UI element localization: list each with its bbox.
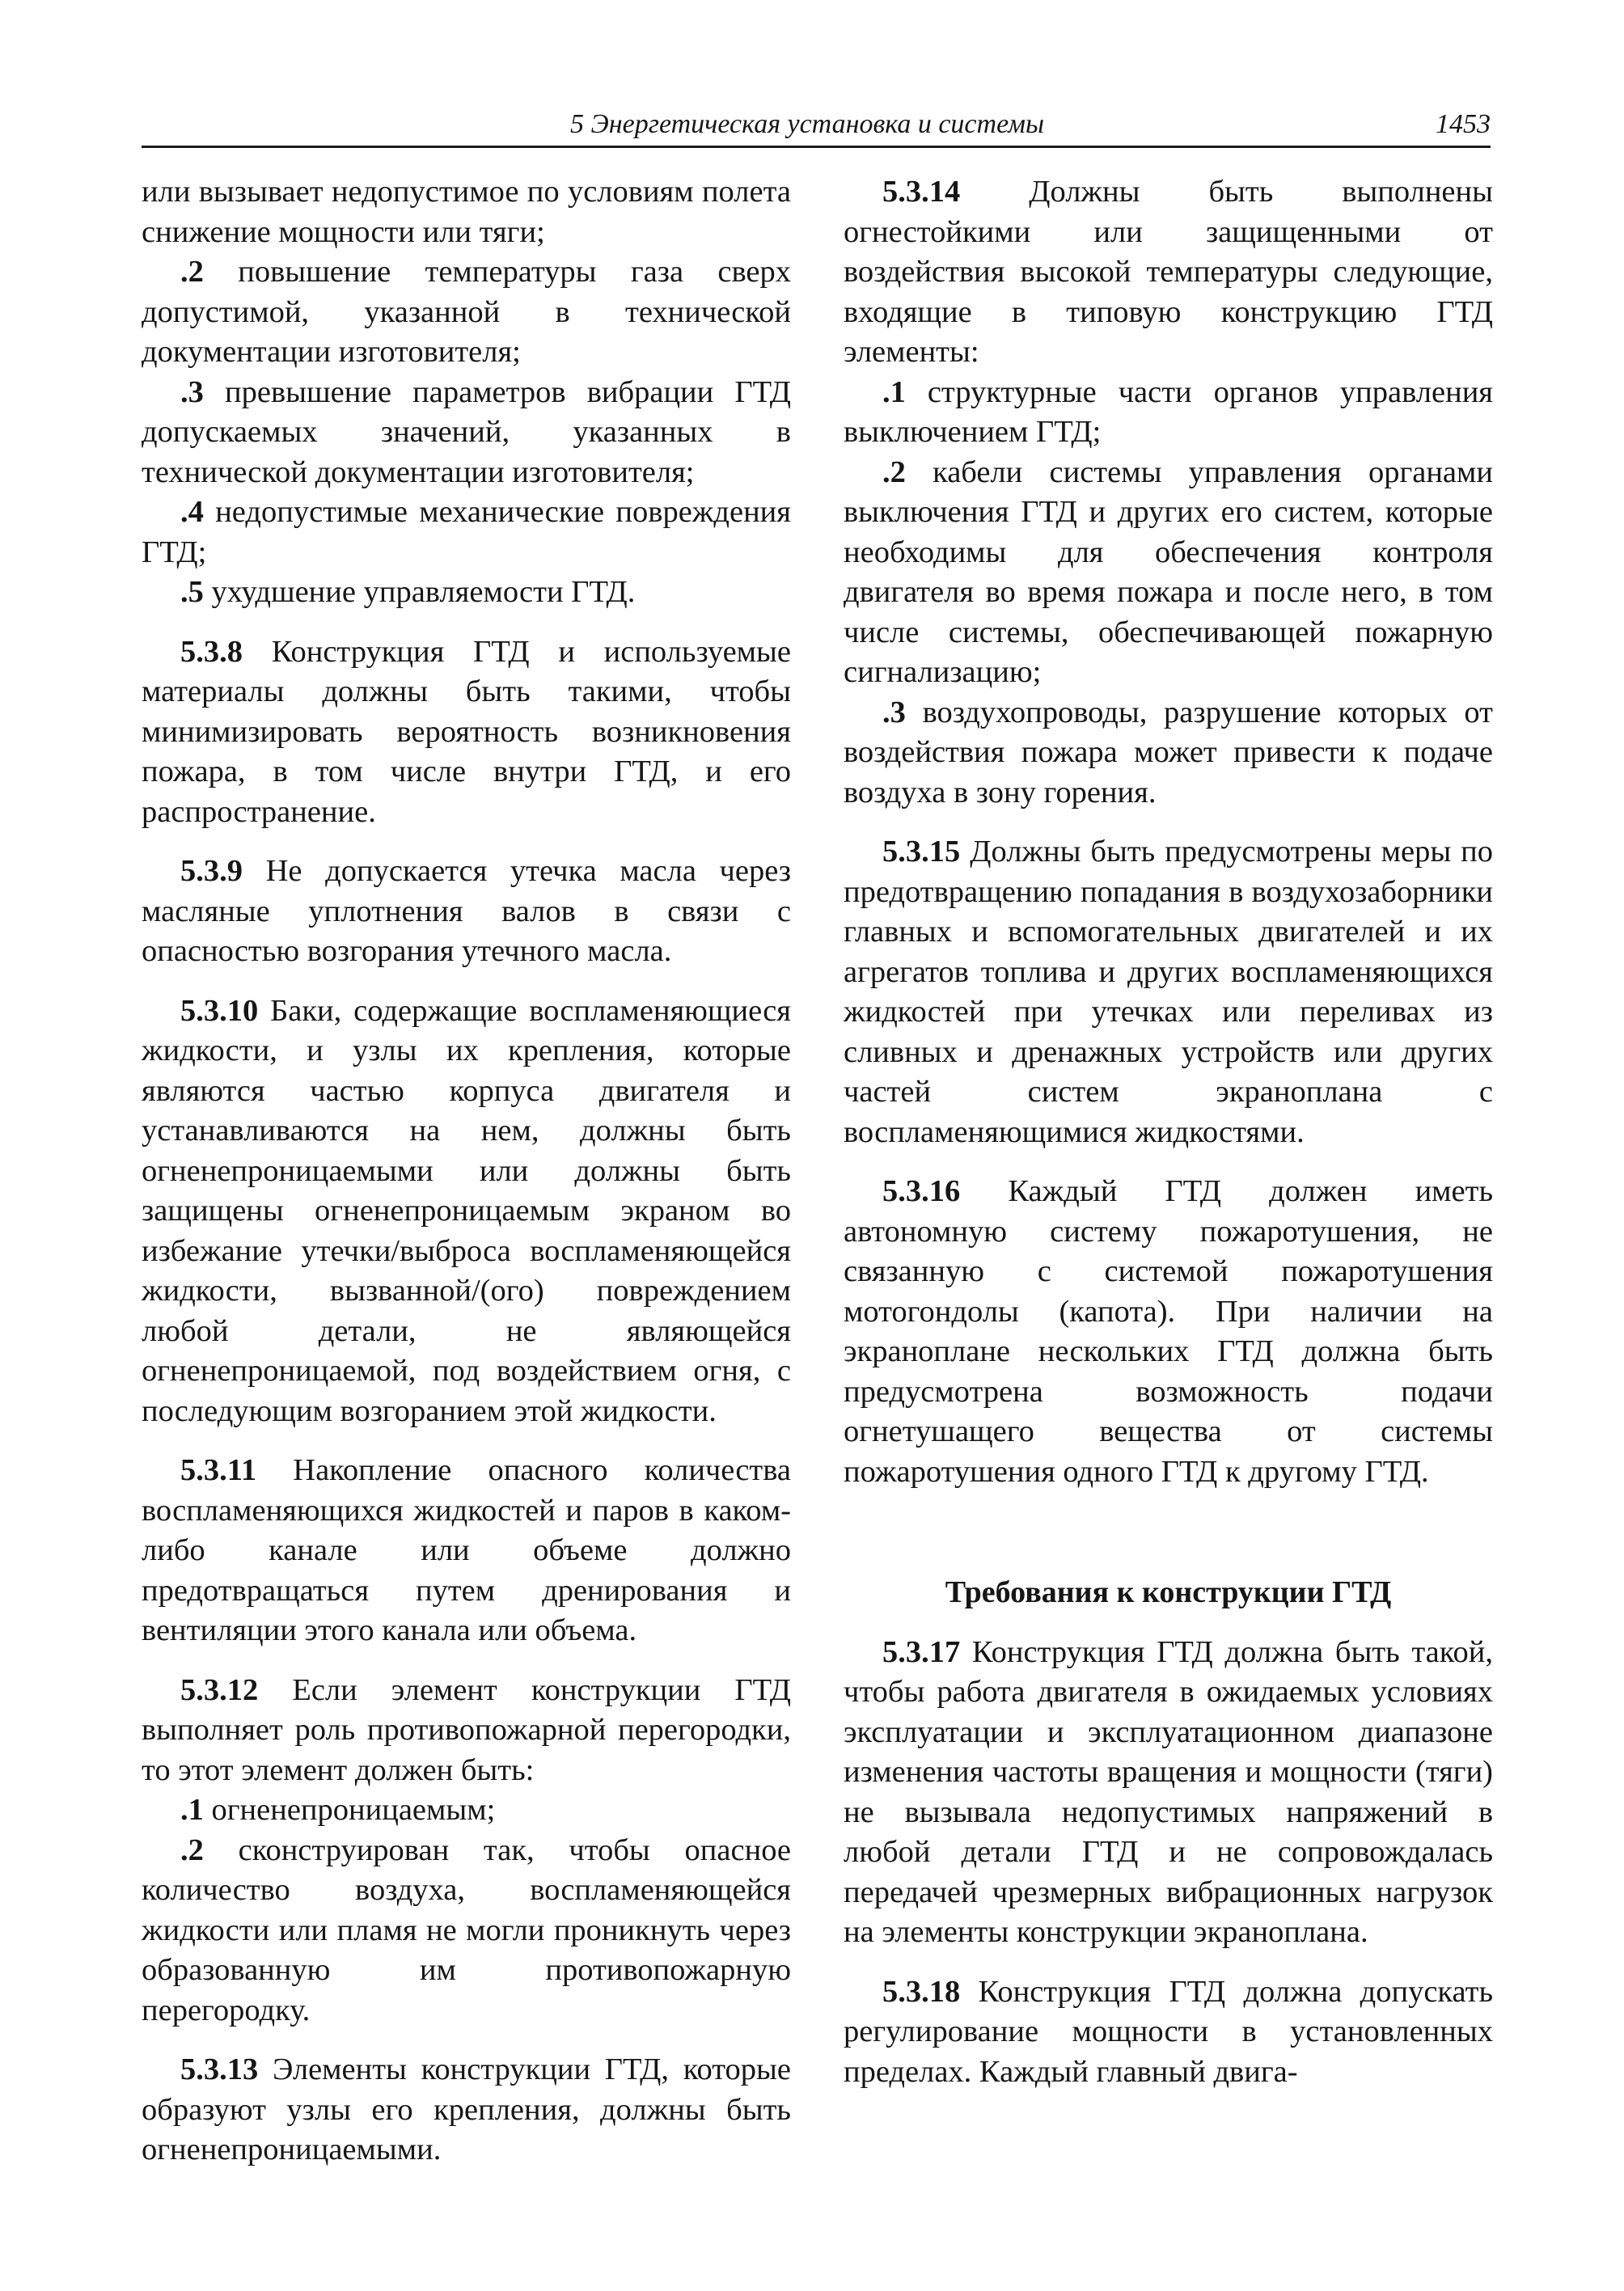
- running-header: [142, 107, 1491, 148]
- clause-text: Не допускается утечка масла через масляные уплотнения валов в связи с опасностью возгорания утечного масла.: [142, 854, 791, 968]
- clause-5-3-12-item-1: [142, 1790, 791, 1831]
- clause-text: Должны быть предусмотрены меры по предотвращению попадания в воздухозаборники главных и вспомогательных двигателей и их агрегатов топлива и других воспламеняющихся жидкостей при утечках или переливах из сливных и дренажных устройств или других частей систем экраноплана с воспламеняющимися жидкостями.: [844, 835, 1494, 1149]
- list-item-number: .3: [882, 695, 906, 729]
- right-column: [844, 172, 1493, 2092]
- clause-5-3-15: [844, 832, 1493, 1152]
- clause-text: Должны быть выполнены огнестойкими или защищенными от воздействия высокой температуры следующие, входящие в типовую конструкцию ГТД элементы:: [844, 175, 1493, 369]
- list-item-number: .4: [180, 495, 204, 529]
- clause-number: 5.3.8: [180, 634, 243, 669]
- clause-number: 5.3.14: [882, 175, 961, 209]
- clause-5-3-14-item-2: [844, 453, 1493, 693]
- section-heading: Требования к конструкции ГТД: [945, 1575, 1392, 1609]
- list-item-text: огненепроницаемым;: [211, 1793, 496, 1827]
- clause-5-3-16: [844, 1172, 1493, 1492]
- list-item-3: [142, 373, 791, 493]
- clause-number: 5.3.12: [180, 1672, 259, 1707]
- clause-number: 5.3.13: [180, 2052, 259, 2086]
- clause-text: Конструкция ГТД и используемые материалы должны быть такими, чтобы минимизировать вероятность возникновения пожара, в том числе внутри ГТД, и его распространение.: [142, 634, 791, 829]
- page-number: 1453: [1436, 109, 1491, 139]
- clause-number: 5.3.15: [882, 835, 961, 869]
- list-item-number: .2: [882, 454, 906, 489]
- clause-5-3-13: [142, 2050, 791, 2171]
- clause-5-3-14: [844, 172, 1493, 373]
- clause-text: Если элемент конструкции ГТД выполняет роль противопожарной перегородки, то этот элемент должен быть:: [142, 1672, 792, 1787]
- list-item-text: кабели системы управления органами выключения ГТД и других его систем, которые необходимы для обеспечения контроля двигателя во время пожара и после него, в том числе системы, обеспечивающей пожарную сигнализацию;: [844, 454, 1493, 689]
- clause-text: Каждый ГТД должен иметь автономную систему пожаротушения, не связанную с системой пожаротушения мотогондолы (капота). При наличии на экраноплане нескольких ГТД должна быть предусмотрена возможность подачи огнетушащего вещества от системы пожаротушения одного ГТД к другому ГТД.: [844, 1174, 1494, 1489]
- clause-5-3-11: [142, 1451, 791, 1651]
- list-item-text: воздухопроводы, разрушение которых от воздействия пожара может привести к подаче воздуха в зону горения.: [844, 695, 1494, 809]
- list-item-text: структурные части органов управления выключением ГТД;: [844, 374, 1494, 449]
- clause-5-3-8: [142, 632, 791, 833]
- clause-text: Накопление опасного количества воспламеняющихся жидкостей и паров в каком-либо канале или объеме должно предотвращаться путем дренирования и вентиляции этого канала или объема.: [142, 1453, 791, 1647]
- clause-number: 5.3.9: [180, 854, 243, 888]
- running-header-title: 5 Энергетическая установка и системы: [570, 109, 1045, 139]
- list-item-text: сконструирован так, чтобы опасное количество воздуха, воспламеняющейся жидкости или пламя не могли проникнуть через образованную им противопожарную перегородку.: [142, 1832, 791, 2027]
- list-item-text: недопустимые механические повреждения ГТД;: [142, 495, 791, 569]
- clause-number: 5.3.18: [882, 1974, 961, 2009]
- list-item-number: .5: [180, 575, 204, 609]
- list-item-number: .3: [180, 374, 204, 409]
- clause-5-3-10: [142, 991, 791, 1432]
- continued-paragraph: [142, 172, 791, 252]
- list-item-text: превышение параметров вибрации ГТД допускаемых значений, указанных в технической документации изготовителя;: [142, 374, 792, 489]
- clause-5-3-17: [844, 1633, 1493, 1953]
- clause-text: Конструкция ГТД должна допускать регулирование мощности в установленных пределах. Каждый главный двига-: [844, 1974, 1493, 2089]
- left-column: [142, 172, 791, 2171]
- list-item-number: .2: [180, 1832, 204, 1867]
- clause-number: 5.3.11: [180, 1453, 257, 1487]
- clause-text: Конструкция ГТД должна быть такой, чтобы работа двигателя в ожидаемых условиях эксплуатации и эксплуатационном диапазоне изменения частоты вращения и мощности (тяги) не вызывала недопустимых напряжений в любой детали ГТД и не сопровождалась передачей чрезмерных вибрационных нагрузок на элементы конструкции экраноплана.: [844, 1634, 1494, 1949]
- list-item-2: [142, 252, 791, 373]
- list-item-number: .1: [882, 374, 906, 409]
- clause-number: 5.3.16: [882, 1174, 961, 1208]
- clause-5-3-18: [844, 1972, 1493, 2093]
- list-item-text: повышение температуры газа сверх допустимой, указанной в технической документации изготовителя;: [142, 255, 792, 369]
- clause-number: 5.3.10: [180, 993, 259, 1028]
- clause-5-3-12: [142, 1671, 791, 1791]
- clause-5-3-12-item-2: [142, 1831, 791, 2031]
- clause-5-3-9: [142, 852, 791, 972]
- clause-text: Баки, содержащие воспламеняющиеся жидкости, и узлы их крепления, которые являются частью корпуса двигателя и устанавливаются на нем, должны быть огненепроницаемыми или должны быть защищены огненепроницаемым экраном во избежание утечки/выброса воспламеняющейся жидкости, вызванной/(ого) повреждением любой детали, не являющейся огненепроницаемой, под воздействием огня, с последующим возгоранием этой жидкости.: [142, 993, 792, 1428]
- list-item-number: .2: [180, 255, 204, 289]
- list-item-5: [142, 573, 791, 613]
- clause-5-3-14-item-3: [844, 693, 1493, 814]
- clause-number: 5.3.17: [882, 1634, 961, 1669]
- clause-text: Элементы конструкции ГТД, которые образуют узлы его крепления, должны быть огненепроницаемыми.: [142, 2052, 792, 2166]
- list-item-4: [142, 492, 791, 573]
- list-item-number: .1: [180, 1793, 204, 1827]
- continued-text: или вызывает недопустимое по условиям полета снижение мощности или тяги;: [142, 175, 791, 249]
- clause-5-3-14-item-1: [844, 373, 1493, 453]
- list-item-text: ухудшение управляемости ГТД.: [211, 575, 636, 609]
